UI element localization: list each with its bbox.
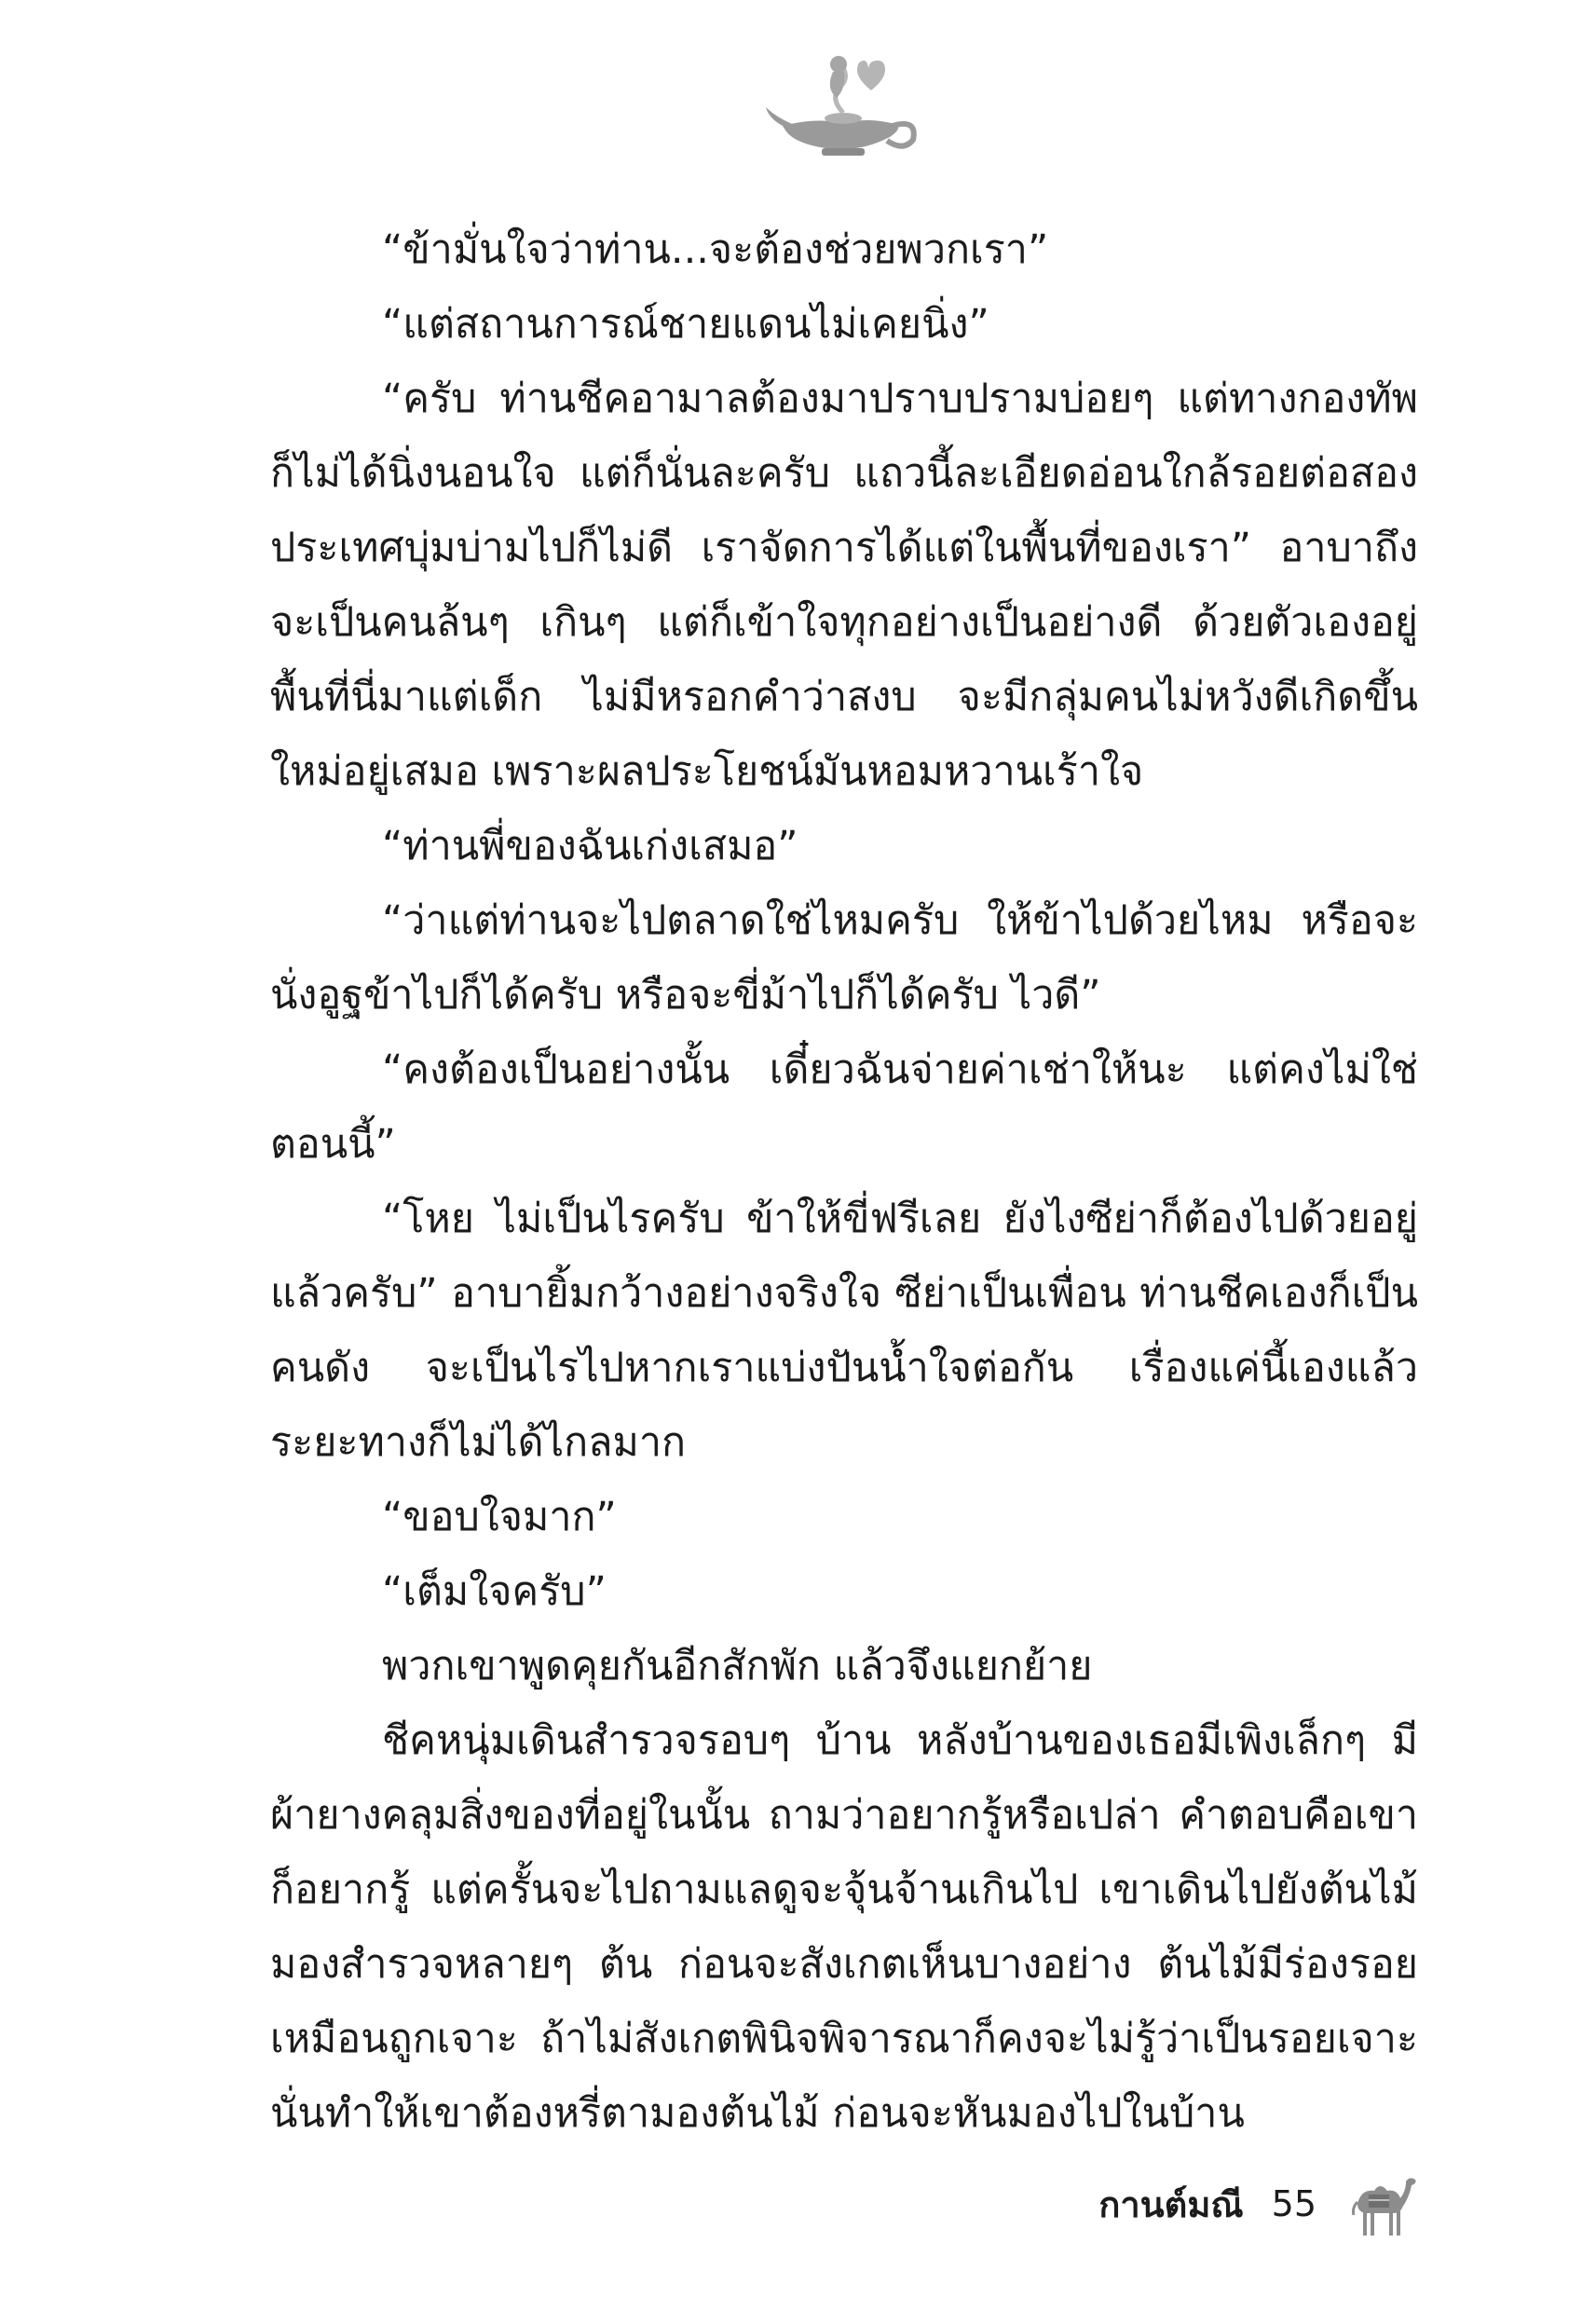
page-body xyxy=(270,212,1418,2151)
paragraph: “ครับ ท่านชีคอามาลต้องมาปราบปรามบ่อยๆ แต่ทางกองทัพก็ไม่ได้นิ่งนอนใจ แต่ก็นั่นละครับ แถวนี้ละเอียดอ่อนใกล้รอยต่อสองประเทศบุ่มบ่ามไปก็ไม่ดี เราจัดการได้แต่ในพื้นที่ของเรา” อาบาถึงจะเป็นคนล้นๆ เกินๆ แต่ก็เข้าใจทุกอย่างเป็นอย่างดี ด้วยตัวเองอยู่พื้นที่นี่มาแต่เด็ก ไม่มีหรอกคำว่าสงบ จะมีกลุ่มคนไม่หวังดีเกิดขึ้นใหม่อยู่เสมอ เพราะผลประโยชน์มันหอมหวานเร้าใจ xyxy=(270,376,1418,795)
paragraph: “ท่านพี่ของฉันเก่งเสมอ” xyxy=(382,823,798,869)
camel-icon xyxy=(1344,2167,1419,2241)
genie-lamp-icon xyxy=(764,51,922,163)
paragraph: “ว่าแต่ท่านจะไปตลาดใช่ไหมครับ ให้ข้าไปด้วยไหม หรือจะนั่งอูฐข้าไปก็ได้ครับ หรือจะขี่ม้าไปก็ได้ครับ ไวดี” xyxy=(270,897,1418,1019)
paragraph: “ขอบใจมาก” xyxy=(382,1494,617,1540)
paragraph: “โหย ไม่เป็นไรครับ ข้าให้ขี่ฟรีเลย ยังไงซีย่าก็ต้องไปด้วยอยู่แล้วครับ” อาบายิ้มกว้างอย่างจริงใจ ซีย่าเป็นเพื่อน ท่านชีคเองก็เป็นคนดัง จะเป็นไรไปหากเราแบ่งปันน้ำใจต่อกัน เรื่องแค่นี้เองแล้วระยะทางก็ไม่ได้ไกลมาก xyxy=(270,1196,1418,1466)
paragraph: “ข้ามั่นใจว่าท่าน...จะต้องช่วยพวกเรา” xyxy=(382,226,1049,273)
paragraph: “เต็มใจครับ” xyxy=(382,1568,607,1615)
book-title: กานต์มณี xyxy=(1098,2183,1244,2225)
page-number: 55 xyxy=(1271,2183,1316,2224)
paragraph: “แต่สถานการณ์ชายแดนไม่เคยนิ่ง” xyxy=(382,301,989,348)
paragraph: ชีคหนุ่มเดินสำรวจรอบๆ บ้าน หลังบ้านของเธอมีเพิงเล็กๆ มีผ้ายางคลุมสิ่งของที่อยู่ในนั้น ถามว่าอยากรู้หรือเปล่า คำตอบคือเขาก็อยากรู้ แต่ครั้นจะไปถามแลดูจะจุ้นจ้านเกินไป เขาเดินไปยังต้นไม้มองสำรวจหลายๆ ต้น ก่อนจะสังเกตเห็นบางอย่าง ต้นไม้มีร่องรอยเหมือนถูกเจาะ ถ้าไม่สังเกตพินิจพิจารณาก็คงจะไม่รู้ว่าเป็นรอยเจาะนั่นทำให้เขาต้องหรี่ตามองต้นไม้ ก่อนจะหันมองไปในบ้าน xyxy=(270,1717,1418,2137)
paragraph: พวกเขาพูดคุยกันอีกสักพัก แล้วจึงแยกย้าย xyxy=(382,1643,1093,1689)
paragraph: “คงต้องเป็นอย่างนั้น เดี๋ยวฉันจ่ายค่าเช่าให้นะ แต่คงไม่ใช่ตอนนี้” xyxy=(270,1046,1418,1168)
page-footer xyxy=(1098,2153,1419,2255)
